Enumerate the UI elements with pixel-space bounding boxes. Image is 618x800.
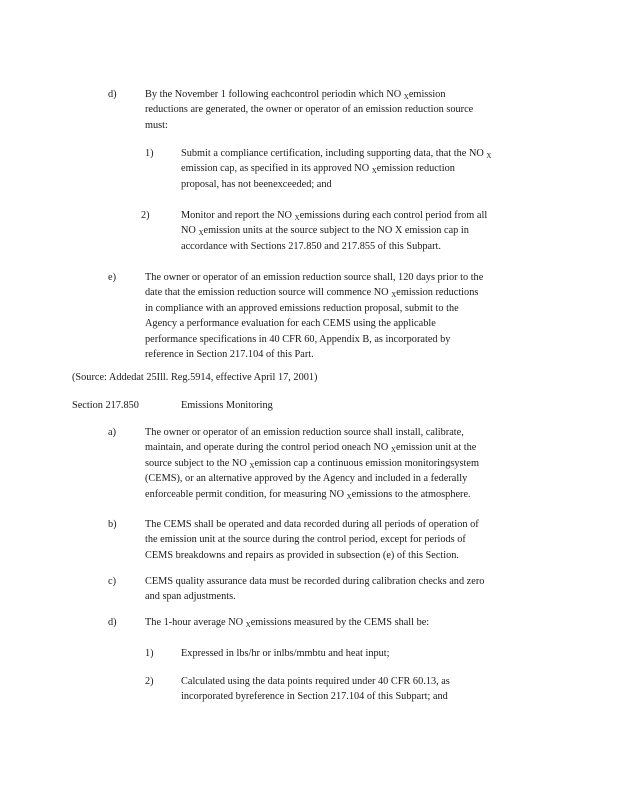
text-line: reductions are generated, the owner or operator of an emission reduction source <box>145 104 474 116</box>
text-line: Monitor and report the NO $_X$emissions during each control period from all <box>181 210 488 222</box>
text-line: The owner or operator of an emission reduction source shall install, calibrate, <box>145 427 464 438</box>
text-line: reference in Section 217.104 of this Part. <box>145 349 314 361</box>
text-line: performance specifications in 40 CFR 60, Appendix B, as incorporated by <box>145 333 451 345</box>
text-line: The CEMS shall be operated and data recorded during all periods of operation of <box>145 519 479 530</box>
item-label: a) <box>108 427 116 438</box>
text-line: in compliance with an approved emissions reduction proposal, submit to the <box>145 302 459 314</box>
subitem-label: 1) <box>145 648 154 659</box>
section-title: Emissions Monitoring <box>181 400 273 411</box>
text-line: Submit a compliance certification, including supporting data, that the NO $_X$ <box>181 148 492 160</box>
section-number: Section 217.850 <box>72 400 139 411</box>
text-line: enforceable permit condition, for measuring NO $_X$emissions to the atmosphere. <box>145 488 471 501</box>
subitem-label: 2) <box>141 210 150 221</box>
paragraph <box>145 517 541 563</box>
paragraph <box>181 646 541 661</box>
item-label: d) <box>108 89 117 100</box>
text-line: CEMS breakdowns and repairs as provided in subsection (e) of this Section. <box>145 549 459 561</box>
text-line: Agency a performance evaluation for each CEMS using the applicable <box>145 318 436 330</box>
text-line: By the November 1 following eachcontrol periodin which NO $_X$emission <box>145 89 446 101</box>
subitem-label: 1) <box>145 148 154 159</box>
paragraph <box>145 574 541 605</box>
text-line: NO $_X$emission units at the source subject to the NO X emission cap in <box>181 225 469 238</box>
text-line: emission cap, as specified in its approved NO $_X$emission reduction <box>181 163 455 176</box>
text-line: date that the emission reduction source will commence NO $_X$emission reductions <box>145 287 479 300</box>
paragraph <box>145 425 541 502</box>
paragraph <box>181 674 541 705</box>
text-line: must: <box>145 119 168 131</box>
item-label: e) <box>108 272 116 283</box>
item-label: d) <box>108 617 117 628</box>
text-line: maintain, and operate during the control period oneach NO $_X$emission unit at the <box>145 442 477 455</box>
text-line: proposal, has not beenexceeded; and <box>181 178 332 190</box>
text-line: the emission unit at the source during the control period, except for periods of <box>145 534 466 546</box>
source-note: (Source: Addedat 25Ill. Reg.5914, effective April 17, 2001) <box>72 372 318 383</box>
text-line: The 1-hour average NO $_X$emissions measured by the CEMS shall be: <box>145 617 430 629</box>
subitem-label: 2) <box>145 676 154 687</box>
text-line: accordance with Sections 217.850 and 217.855 of this Subpart. <box>181 240 441 252</box>
text-line: Calculated using the data points required under 40 CFR 60.13, as <box>181 676 450 687</box>
paragraph <box>181 208 541 254</box>
paragraph <box>145 87 537 133</box>
item-label: c) <box>108 576 116 587</box>
item-label: b) <box>108 519 117 530</box>
text-line: Expressed in lbs/hr or inlbs/mmbtu and heat input; <box>181 648 390 659</box>
paragraph <box>181 146 541 192</box>
text-line: incorporated byreference in Section 217.104 of this Subpart; and <box>181 691 448 703</box>
paragraph <box>145 270 541 362</box>
paragraph <box>145 615 541 630</box>
text-line: (CEMS), or an alternative approved by the Agency and included in a federally <box>145 473 468 485</box>
text-line: The owner or operator of an emission reduction source shall, 120 days prior to the <box>145 272 484 283</box>
text-line: CEMS quality assurance data must be recorded during calibration checks and zero <box>145 576 485 587</box>
text-line: source subject to the NO $_X$emission cap a continuous emission monitoringsystem <box>145 457 479 470</box>
text-line: and span adjustments. <box>145 591 236 603</box>
